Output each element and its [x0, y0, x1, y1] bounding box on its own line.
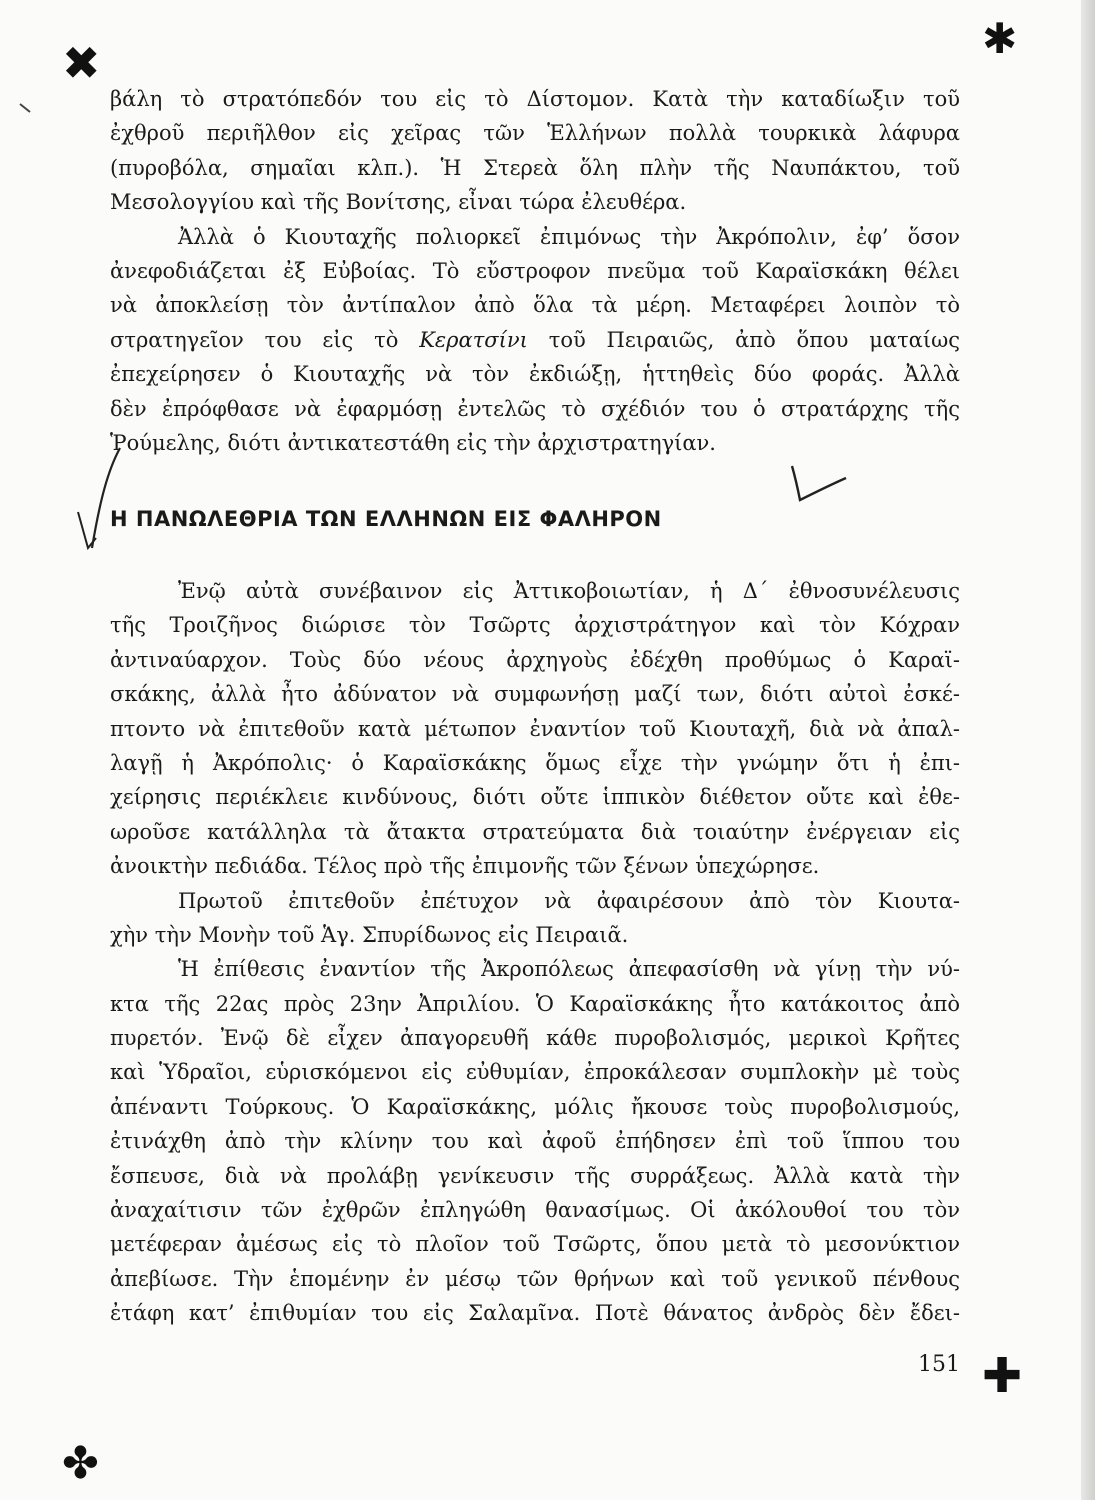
corner-mark-bottom-left-icon: ✤	[62, 1438, 99, 1489]
text-line: ἐχθροῦ περιῆλθον εἰς χεῖρας τῶν Ἑλλήνων πολλὰ τουρκικὰ λάφυρα	[110, 121, 960, 146]
text-line: νὰ ἀποκλείσῃ τὸν ἀντίπαλον ἀπὸ ὅλα τὰ μέρη. Μεταφέρει λοιπὸν τὸ	[110, 293, 960, 318]
text-line: λαγῇ ἡ Ἀκρόπολις· ὁ Καραϊσκάκης ὅμως εἶχε τὴν γνώμην ὅτι ἡ ἐπι-	[110, 750, 960, 775]
text-line: Ἐνῷ αὐτὰ συνέβαινον εἰς Ἀττικοβοιωτίαν, ἡ Δ΄ ἐθνοσυνέλευσις	[178, 579, 960, 603]
text-line: ἐτάφη κατ’ ἐπιθυμίαν του εἰς Σαλαμῖνα. Ποτὲ θάνατος ἀνδρὸς δὲν ἔδει-	[110, 1301, 960, 1326]
text-line: πυρετόν. Ἐνῷ δὲ εἶχεν ἀπαγορευθῆ κάθε πυροβολισμός, μερικοὶ Κρῆτες	[110, 1026, 960, 1051]
margin-pen-stroke	[92, 448, 120, 548]
text-line: δὲν ἐπρόφθασε νὰ ἐφαρμόσῃ ἐντελῶς τὸ σχέδιόν του ὁ στρατάρχης τῆς	[110, 396, 960, 421]
corner-mark-bottom-right-icon: ✚	[982, 1348, 1023, 1404]
text-block-bottom	[110, 574, 960, 1331]
text-line: σκάκης, ἀλλὰ ἦτο ἀδύνατον νὰ συμφωνήσῃ μαζί των, διότι αὐτοὶ ἐσκέ-	[110, 682, 960, 707]
text-line: πτοντο νὰ ἐπιτεθοῦν κατὰ μέτωπον ἐναντίον τοῦ Κιουταχῆ, διὰ νὰ ἀπαλ-	[110, 716, 960, 741]
text-line: χὴν τὴν Μονὴν τοῦ Ἁγ. Σπυρίδωνος εἰς Πειραιᾶ.	[110, 922, 629, 947]
text-line: ἀντιναύαρχον. Τοὺς δύο νέους ἀρχηγοὺς ἐδέχθη προθύμως ὁ Καραϊ-	[110, 647, 960, 672]
corner-mark-top-right-icon: ✱	[982, 14, 1018, 63]
stray-pen-mark	[20, 104, 30, 112]
text-line: ωροῦσε κατάλληλα τὰ ἄτακτα στρατεύματα διὰ τοιαύτην ἐνέργειαν εἰς	[110, 819, 960, 844]
text-line: τῆς Τροιζῆνος διώρισε τὸν Τσῶρτς ἀρχιστράτηγον καὶ τὸν Κόχραν	[110, 613, 960, 638]
text-line: βάλη τὸ στρατόπεδόν του εἰς τὸ Δίστομον. Κατὰ τὴν καταδίωξιν τοῦ	[110, 87, 960, 111]
text-line: ἀπέναντι Τούρκους. Ὁ Καραϊσκάκης, μόλις ἤκουσε τοὺς πυροβολισμούς,	[110, 1094, 960, 1119]
text-line: ἀνεφοδιάζεται ἐξ Εὐβοίας. Τὸ εὔστροφον πνεῦμα τοῦ Καραϊσκάκη θέλει	[110, 258, 960, 283]
text-line: Ἀλλὰ ὁ Κιουταχῆς πολιορκεῖ ἐπιμόνως τὴν Ἀκρόπολιν, ἐφ’ ὅσον	[178, 224, 960, 249]
text-line: ἀνοικτὴν πεδιάδα. Τέλος πρὸ τῆς ἐπιμονῆς τῶν ξένων ὑπεχώρησε.	[110, 854, 820, 879]
text-line: ἔσπευσε, διὰ νὰ προλάβῃ γενίκευσιν τῆς συρράξεως. Ἀλλὰ κατὰ τὴν	[110, 1163, 960, 1188]
check-mark-icon	[792, 466, 846, 500]
place-name-italic: Κερατσίνι	[419, 327, 528, 352]
text-line: ἀπεβίωσε. Τὴν ἑπομένην ἐν μέσῳ τῶν θρήνων καὶ τοῦ γενικοῦ πένθους	[110, 1266, 960, 1291]
text-line: Μεσολογγίου καὶ τῆς Βονίτσης, εἶναι τώρα ἐλευθέρα.	[110, 190, 687, 215]
page-number: 151	[918, 1352, 960, 1377]
text-line: καὶ Ὑδραῖοι, εὑρισκόμενοι εἰς εὐθυμίαν, ἐπροκάλεσαν συμπλοκὴν μὲ τοὺς	[110, 1060, 960, 1085]
text-line: (πυροβόλα, σημαῖαι κλπ.). Ἡ Στερεὰ ὅλη πλὴν τῆς Ναυπάκτου, τοῦ	[110, 155, 960, 180]
text-line: Ἡ ἐπίθεσις ἐναντίον τῆς Ἀκροπόλεως ἀπεφασίσθη νὰ γίνῃ τὴν νύ-	[178, 957, 960, 982]
text-line: κτα τῆς 22ας πρὸς 23ην Ἀπριλίου. Ὁ Καραϊσκάκης ἦτο κατάκοιτος ἀπὸ	[110, 991, 960, 1016]
corner-mark-top-left-icon: ✖	[62, 36, 101, 90]
section-heading: Η ΠΑΝΩΛΕΘΡΙΑ ΤΩΝ ΕΛΛΗΝΩΝ ΕΙΣ ΦΑΛΗΡΟΝ	[110, 507, 662, 531]
margin-check-mark	[78, 512, 96, 548]
text-line: ἐτινάχθη ἀπὸ τὴν κλίνην του καὶ ἀφοῦ ἐπήδησεν ἐπὶ τοῦ ἵππου του	[110, 1129, 960, 1154]
text-line: Πρωτοῦ ἐπιτεθοῦν ἐπέτυχον νὰ ἀφαιρέσουν ἀπὸ τὸν Κιουτα-	[178, 888, 960, 913]
text-line: ἐπεχείρησεν ὁ Κιουταχῆς νὰ τὸν ἐκδιώξῃ, ἡττηθεὶς δύο φοράς. Ἀλλὰ	[110, 362, 960, 387]
text-block-top	[110, 82, 960, 460]
text-line-with-italic	[110, 323, 960, 357]
text-fragment: τοῦ Πειραιῶς, ἀπὸ ὅπου ματαίως	[548, 327, 960, 352]
text-line: χείρησις περιέκλειε κινδύνους, διότι οὔτε ἱππικὸν διέθετον οὔτε καὶ ἐθε-	[110, 785, 960, 810]
text-line: ἀναχαίτισιν τῶν ἐχθρῶν ἐπληγώθη θανασίμως. Οἱ ἀκόλουθοί του τὸν	[110, 1198, 960, 1223]
text-line: Ῥούμελης, διότι ἀντικατεστάθη εἰς τὴν ἀρχιστρατηγίαν.	[110, 430, 716, 455]
text-line: μετέφεραν ἀμέσως εἰς τὸ πλοῖον τοῦ Τσῶρτς, ὅπου μετὰ τὸ μεσονύκτιον	[110, 1232, 960, 1257]
text-fragment: στρατηγεῖον του εἰς τὸ	[110, 327, 399, 352]
